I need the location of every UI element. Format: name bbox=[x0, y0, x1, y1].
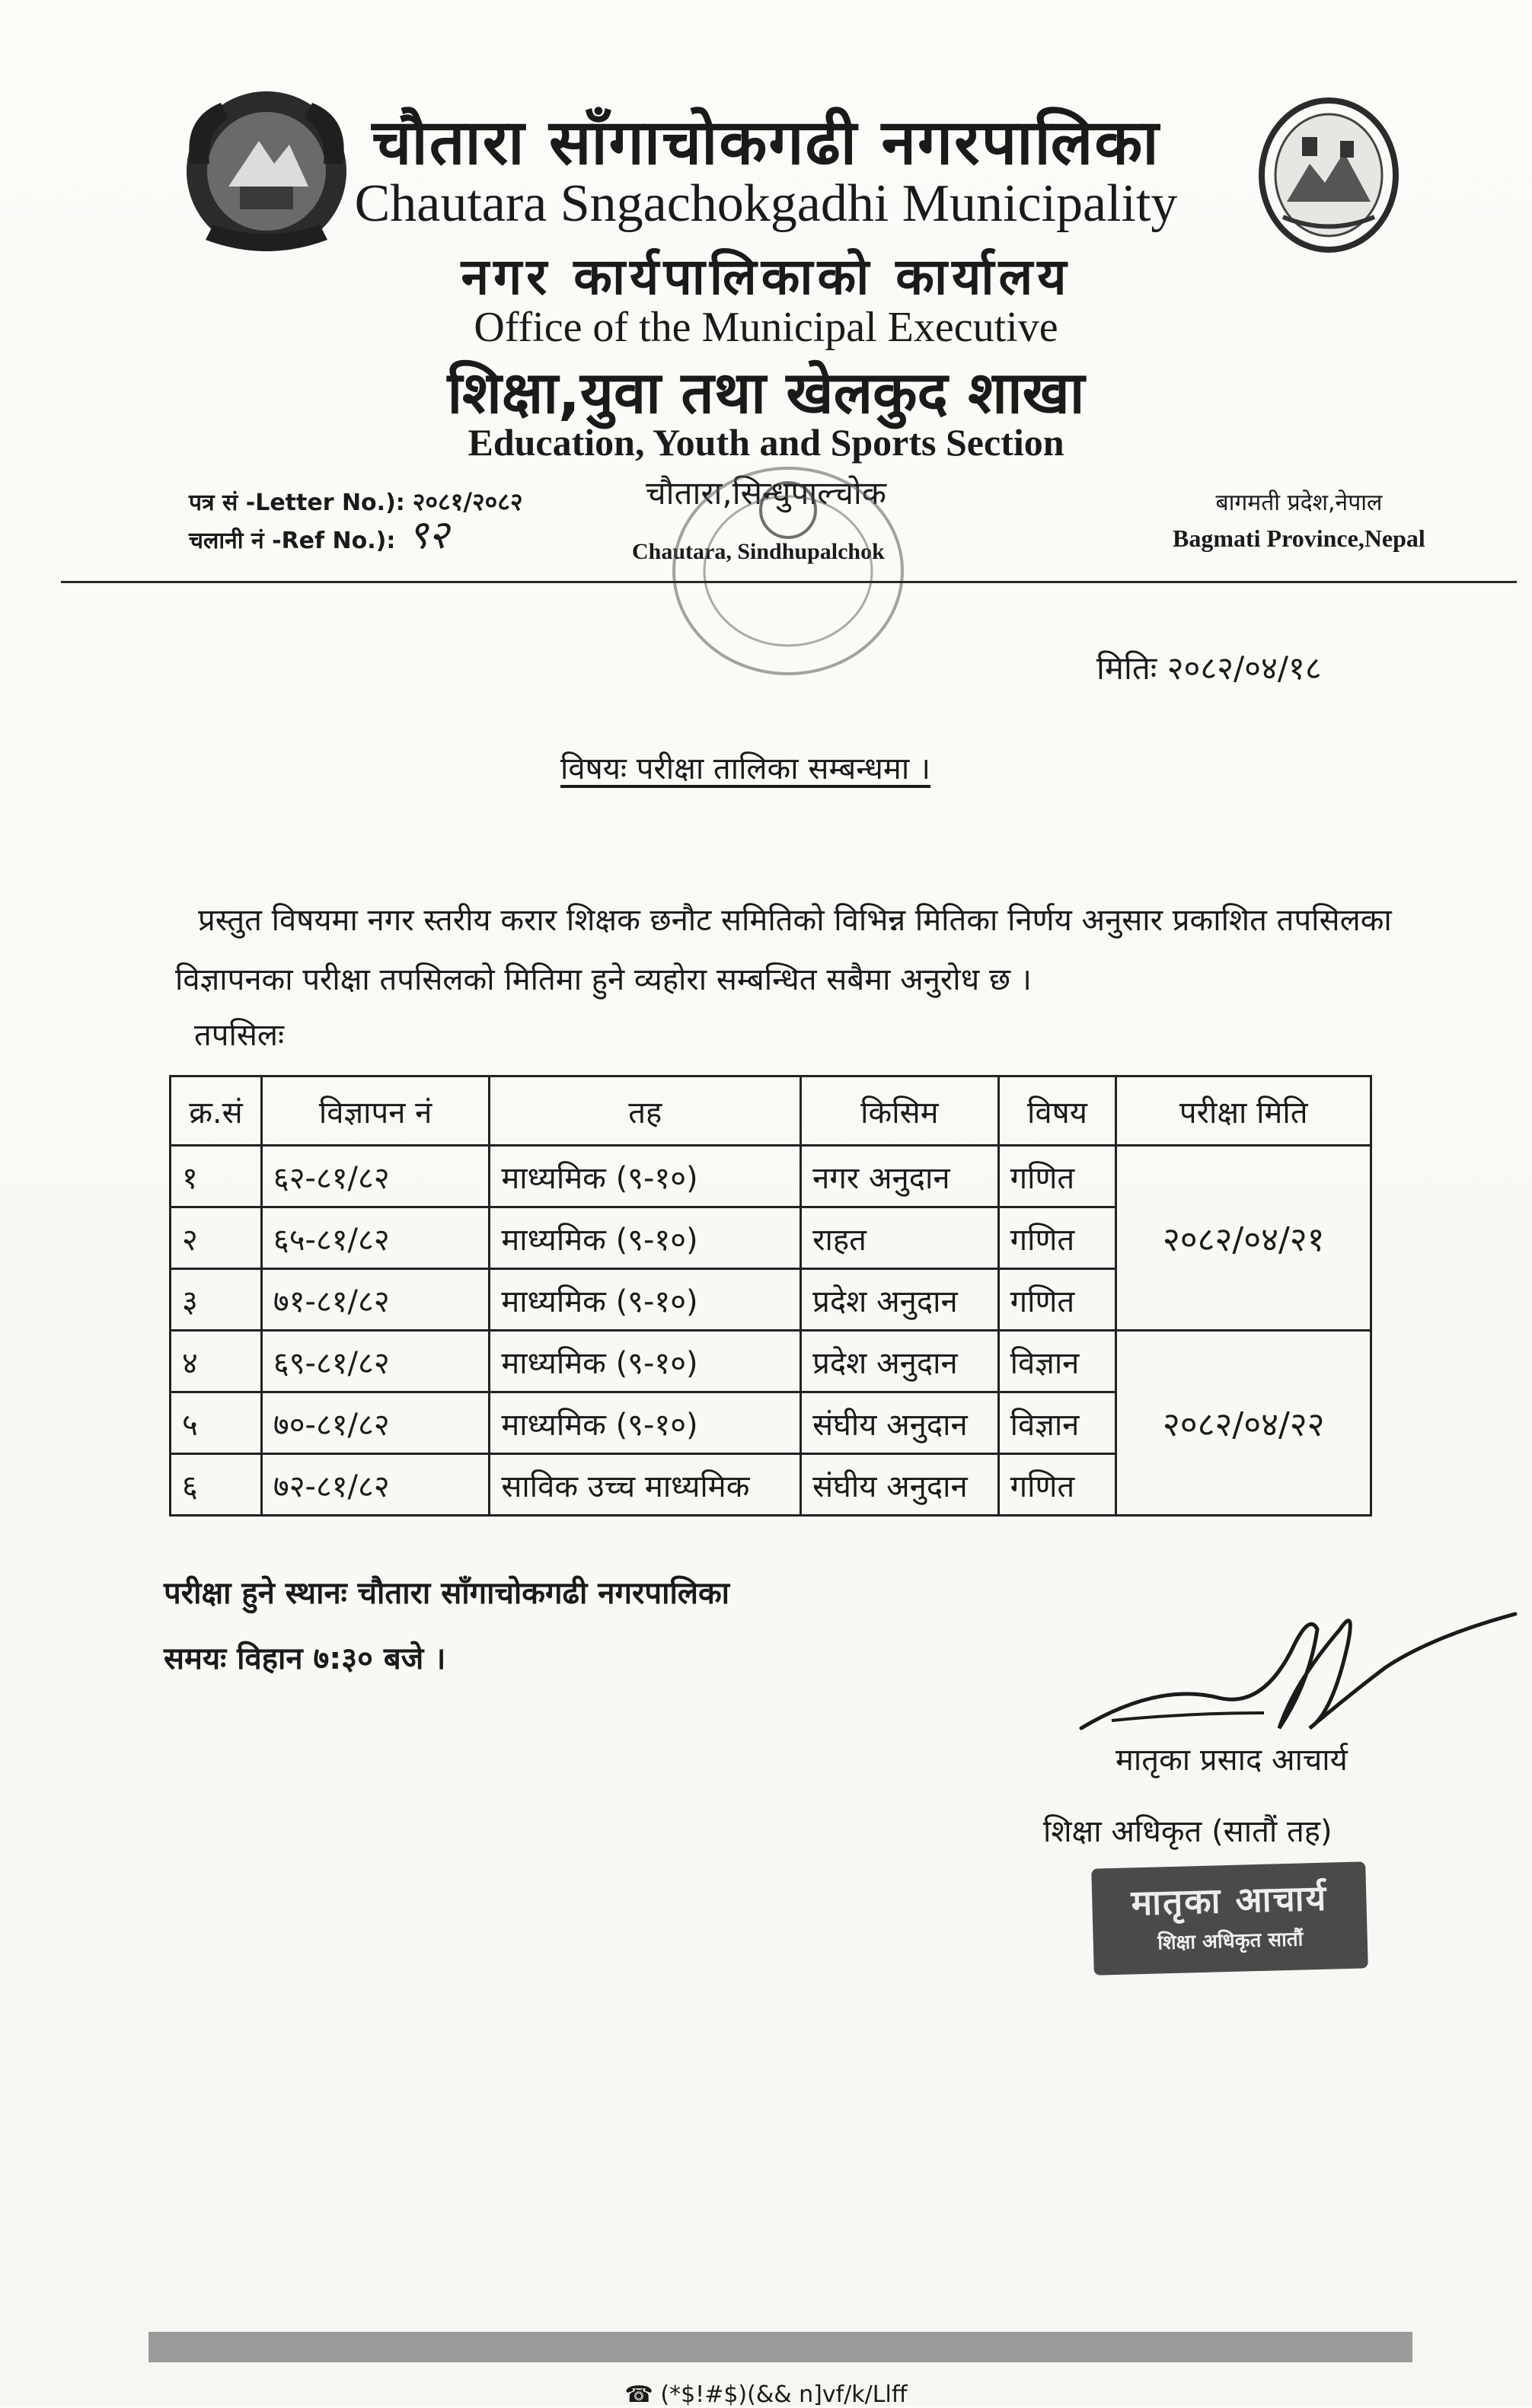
table-header-cell: तह bbox=[490, 1076, 801, 1146]
table-header-cell: क्र.सं bbox=[171, 1076, 262, 1146]
province-np: बागमती प्रदेश,नेपाल bbox=[1215, 490, 1383, 516]
letter-subject: विषयः परीक्षा तालिका सम्बन्धमा । bbox=[560, 751, 931, 786]
footer-bar bbox=[148, 2332, 1412, 2362]
ref-no-label: चलानी नं -Ref No.): bbox=[189, 528, 396, 554]
ad-no-cell: ६५-८१/८२ bbox=[261, 1207, 489, 1269]
type-cell: संघीय अनुदान bbox=[801, 1392, 998, 1454]
letter-body: प्रस्तुत विषयमा नगर स्तरीय करार शिक्षक छनौट समितिको विभिन्न मितिका निर्णय अनुसार प्रकाशित तपसिलका विज्ञापनका परीक्षा तपसिलको मितिमा हुने व्यहोरा सम्बन्धित सबैमा अनुरोध छ । bbox=[175, 903, 1392, 997]
type-cell: प्रदेश अनुदान bbox=[801, 1269, 998, 1331]
serial-cell: ३ bbox=[171, 1269, 262, 1331]
table-header-cell: विज्ञापन नं bbox=[261, 1076, 489, 1146]
subject-cell: गणित bbox=[998, 1146, 1116, 1207]
ad-no-cell: ६९-८१/८२ bbox=[261, 1331, 489, 1392]
serial-cell: ४ bbox=[171, 1331, 262, 1392]
table-header-row bbox=[171, 1076, 1371, 1146]
type-cell: संघीय अनुदान bbox=[801, 1454, 998, 1516]
province-block bbox=[1173, 486, 1425, 556]
exam-date-cell: २०८२/०४/२१ bbox=[1116, 1146, 1371, 1331]
address-en: Chautara, Sindhupalchok bbox=[632, 539, 885, 564]
ref-no-row bbox=[189, 512, 523, 558]
name-stamp bbox=[1091, 1861, 1368, 1975]
level-cell: साविक उच्च माध्यमिक bbox=[490, 1454, 801, 1516]
venue-block bbox=[164, 1561, 729, 1692]
level-cell: माध्यमिक (९-१०) bbox=[490, 1207, 801, 1269]
section-name-np: शिक्षा,युवा तथा खेलकुद शाखा bbox=[447, 359, 1085, 426]
type-cell: प्रदेश अनुदान bbox=[801, 1331, 998, 1392]
exam-date-cell: २०८२/०४/२२ bbox=[1116, 1331, 1371, 1516]
subject-cell: गणित bbox=[998, 1454, 1116, 1516]
serial-cell: ६ bbox=[171, 1454, 262, 1516]
letter-no-row bbox=[189, 486, 523, 519]
section-name-en: Education, Youth and Sports Section bbox=[468, 421, 1064, 464]
ad-no-cell: ७१-८१/८२ bbox=[261, 1269, 489, 1331]
type-cell: राहत bbox=[801, 1207, 998, 1269]
level-cell: माध्यमिक (९-१०) bbox=[490, 1392, 801, 1454]
subject-cell: गणित bbox=[998, 1207, 1116, 1269]
ad-no-cell: ६२-८१/८२ bbox=[261, 1146, 489, 1207]
subject-cell: विज्ञान bbox=[998, 1392, 1116, 1454]
level-cell: माध्यमिक (९-१०) bbox=[490, 1331, 801, 1392]
table-row bbox=[171, 1146, 1371, 1207]
province-en: Bagmati Province,Nepal bbox=[1173, 525, 1425, 552]
office-name-en: Office of the Municipal Executive bbox=[474, 304, 1058, 351]
reference-block bbox=[189, 486, 523, 557]
office-seal-icon bbox=[662, 457, 914, 685]
stamp-name: मातृका आचार्य bbox=[1130, 1877, 1328, 1924]
ref-no-value: ९२ bbox=[407, 512, 449, 558]
signatory-title: शिक्षा अधिकृत (सातौं तह) bbox=[1043, 1814, 1333, 1849]
subject-cell: गणित bbox=[998, 1269, 1116, 1331]
level-cell: माध्यमिक (९-१०) bbox=[490, 1269, 801, 1331]
level-cell: माध्यमिक (९-१०) bbox=[490, 1146, 801, 1207]
stamp-title: शिक्षा अधिकृत सातौं bbox=[1157, 1928, 1304, 1955]
table-row bbox=[171, 1331, 1371, 1392]
ad-no-cell: ७२-८१/८२ bbox=[261, 1454, 489, 1516]
type-cell: नगर अनुदान bbox=[801, 1146, 998, 1207]
municipality-name-en: Chautara Sngachokgadhi Municipality bbox=[354, 174, 1178, 233]
exam-venue: परीक्षा हुने स्थानः चौतारा साँगाचोकगढी नगरपालिका bbox=[164, 1576, 730, 1611]
exam-time: समयः विहान ७:३० बजे । bbox=[164, 1641, 446, 1676]
letter-no-value: २०८१/२०८२ bbox=[412, 487, 523, 516]
address-np: चौतारा,सिन्धुपाल्चोक bbox=[645, 474, 887, 512]
serial-cell: ५ bbox=[171, 1392, 262, 1454]
letter-date: मितिः २०८२/०४/१८ bbox=[1096, 649, 1322, 687]
details-label: तपसिलः bbox=[194, 1018, 285, 1053]
municipality-name-np: चौतारा साँगाचोकगढी नगरपालिका bbox=[372, 107, 1160, 179]
footer-contact: ☎ (*$!#$)(&& n]vf/k/Llff bbox=[624, 2381, 908, 2408]
subject-cell: विज्ञान bbox=[998, 1331, 1116, 1392]
serial-cell: २ bbox=[171, 1207, 262, 1269]
office-name-np: नगर कार्यपालिकाको कार्यालय bbox=[461, 247, 1071, 306]
letter-no-label: पत्र सं -Letter No.): bbox=[189, 490, 405, 516]
exam-schedule-table bbox=[169, 1075, 1372, 1517]
ad-no-cell: ७०-८१/८२ bbox=[261, 1392, 489, 1454]
serial-cell: १ bbox=[171, 1146, 262, 1207]
header-divider bbox=[61, 581, 1517, 583]
table-header-cell: परीक्षा मिति bbox=[1116, 1076, 1371, 1146]
table-header-cell: किसिम bbox=[801, 1076, 998, 1146]
table-header-cell: विषय bbox=[998, 1076, 1116, 1146]
signatory-name: मातृका प्रसाद आचार्य bbox=[1115, 1743, 1348, 1778]
